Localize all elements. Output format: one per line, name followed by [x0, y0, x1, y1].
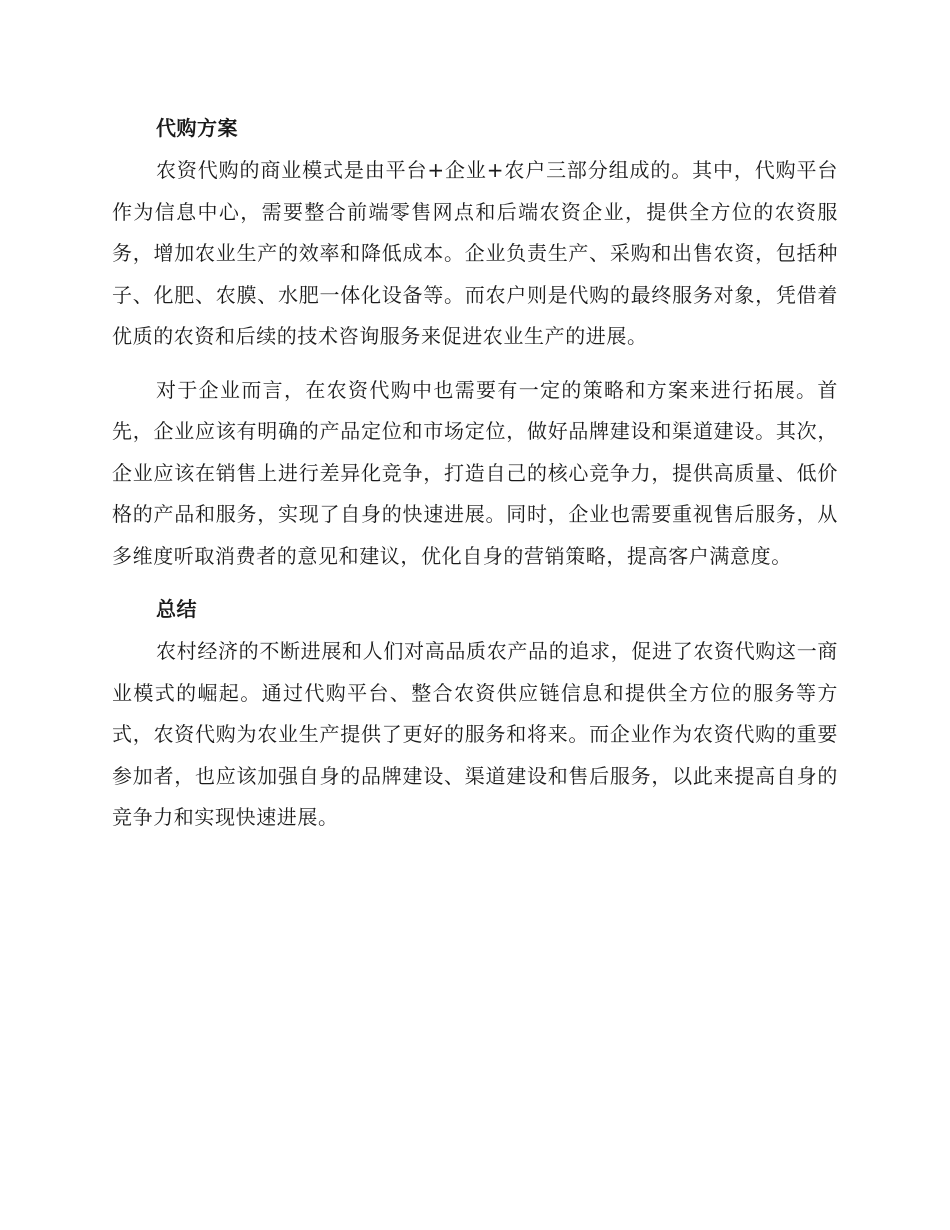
- section-heading-purchasing-plan: 代购方案: [156, 116, 238, 140]
- paragraph-enterprise-strategy: 对于企业而言，在农资代购中也需要有一定的策略和方案来进行拓展。首先，企业应该有明确的产品定位和市场定位，做好品牌建设和渠道建设。其次，企业应该在销售上进行差异化竞争，打造自己的核心竞争力，提供高质量、低价格的产品和服务，实现了自身的快速进展。同时，企业也需要重视售后服务，从多维度听取消费者的意见和建议，优化自身的营销策略，提高客户满意度。: [112, 377, 838, 568]
- paragraph-summary: 农村经济的不断进展和人们对高品质农产品的追求，促进了农资代购这一商业模式的崛起。通过代购平台、整合农资供应链信息和提供全方位的服务等方式，农资代购为农业生产提供了更好的服务和将来。而企业作为农资代购的重要参加者，也应该加强自身的品牌建设、渠道建设和售后服务，以此来提高自身的竞争力和实现快速进展。: [112, 639, 838, 829]
- document-page: [112, 108, 838, 851]
- paragraph-business-model: 农资代购的商业模式是由平台+企业+农户三部分组成的。其中，代购平台作为信息中心，需要整合前端零售网点和后端农资企业，提供全方位的农资服务，增加农业生产的效率和降低成本。企业负责生产、采购和出售农资，包括种子、化肥、农膜、水肥一体化设备等。而农户则是代购的最终服务对象，凭借着优质的农资和后续的技术咨询服务来促进农业生产的进展。: [112, 158, 838, 348]
- section-heading-summary: 总结: [156, 597, 197, 621]
